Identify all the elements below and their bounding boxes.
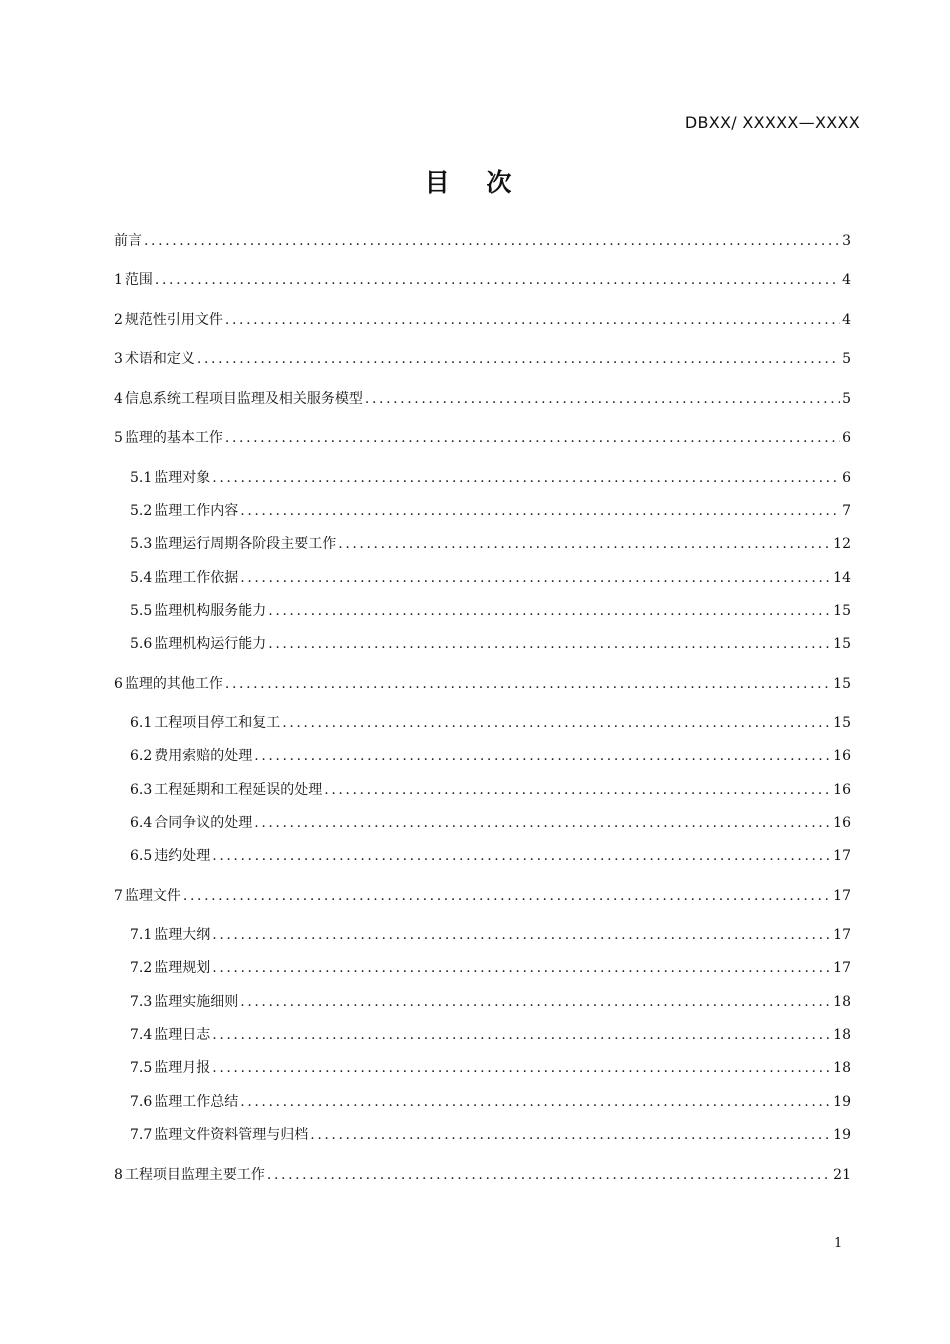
toc-entry[interactable] bbox=[130, 634, 851, 654]
toc-entry[interactable] bbox=[114, 886, 851, 906]
toc-entry[interactable] bbox=[130, 746, 851, 766]
toc-entry-label: 工程延期和工程延误的处理 bbox=[154, 782, 323, 798]
toc-entry-page: 15 bbox=[833, 636, 851, 652]
toc-entry[interactable] bbox=[130, 713, 851, 733]
toc-entry-number: 6.4 bbox=[130, 815, 153, 831]
toc-entry-label: 范围 bbox=[124, 272, 153, 288]
toc-dot-leader bbox=[225, 428, 840, 448]
toc-entry-label: 监理对象 bbox=[154, 470, 211, 486]
toc-entry-page: 12 bbox=[833, 536, 851, 552]
toc-dot-leader bbox=[254, 746, 831, 766]
toc-dot-leader bbox=[240, 568, 831, 588]
toc-dot-leader bbox=[212, 925, 831, 945]
toc-entry[interactable] bbox=[130, 568, 851, 588]
toc-entry[interactable] bbox=[114, 1165, 851, 1185]
toc-entry-label: 费用索赔的处理 bbox=[154, 748, 253, 764]
toc-entry[interactable] bbox=[130, 1058, 851, 1078]
toc-dot-leader bbox=[268, 634, 831, 654]
toc-entry-number: 7.1 bbox=[130, 927, 153, 943]
toc-entry-page: 18 bbox=[833, 994, 851, 1010]
toc-entry[interactable] bbox=[114, 270, 851, 290]
toc-dot-leader bbox=[310, 1125, 831, 1145]
toc-entry-page: 15 bbox=[833, 715, 851, 731]
toc-entry-label: 合同争议的处理 bbox=[154, 815, 253, 831]
toc-entry-page: 7 bbox=[842, 503, 851, 519]
toc-entry-label: 规范性引用文件 bbox=[124, 312, 223, 328]
toc-dot-leader bbox=[338, 534, 831, 554]
toc-dot-leader bbox=[225, 310, 840, 330]
toc-dot-leader bbox=[155, 270, 840, 290]
toc-entry-label: 监理机构运行能力 bbox=[154, 636, 267, 652]
toc-entry[interactable] bbox=[114, 674, 851, 694]
toc-entry-label: 监理工作依据 bbox=[154, 570, 239, 586]
toc-entry-label: 监理工作内容 bbox=[154, 503, 239, 519]
toc-entry-label: 监理的其他工作 bbox=[124, 676, 223, 692]
toc-entry-number: 6.1 bbox=[130, 715, 153, 731]
toc-entry-number: 7 bbox=[114, 888, 123, 904]
toc-entry-page: 15 bbox=[833, 603, 851, 619]
toc-entry[interactable] bbox=[130, 534, 851, 554]
toc-entry-number: 8 bbox=[114, 1167, 123, 1183]
toc-entry-label: 信息系统工程项目监理及相关服务模型 bbox=[124, 391, 363, 407]
toc-dot-leader bbox=[212, 1058, 831, 1078]
toc-dot-leader bbox=[212, 1025, 831, 1045]
toc-entry[interactable] bbox=[114, 389, 851, 409]
toc-entry-page: 4 bbox=[842, 272, 851, 288]
toc-entry-page: 6 bbox=[842, 430, 851, 446]
toc-entry-page: 6 bbox=[842, 470, 851, 486]
toc-entry-label: 监理机构服务能力 bbox=[154, 603, 267, 619]
toc-dot-leader bbox=[212, 958, 831, 978]
toc-dot-leader bbox=[212, 468, 840, 488]
toc-dot-leader bbox=[254, 813, 831, 833]
toc-entry-page: 15 bbox=[833, 676, 851, 692]
toc-dot-leader bbox=[365, 389, 840, 409]
toc-entry-page: 21 bbox=[833, 1167, 851, 1183]
toc-entry-number: 5.6 bbox=[130, 636, 153, 652]
toc-entry[interactable] bbox=[130, 813, 851, 833]
toc-title: 目 次 bbox=[424, 168, 526, 197]
toc-entry-number: 7.6 bbox=[130, 1094, 153, 1110]
toc-entry-number: 7.2 bbox=[130, 960, 153, 976]
toc-entry-page: 18 bbox=[833, 1027, 851, 1043]
toc-entry-number: 7.4 bbox=[130, 1027, 153, 1043]
toc-entry-number: 5.2 bbox=[130, 503, 153, 519]
toc-entry-page: 17 bbox=[833, 848, 851, 864]
toc-entry-page: 3 bbox=[842, 233, 851, 249]
toc-entry[interactable] bbox=[130, 601, 851, 621]
toc-entry[interactable] bbox=[114, 310, 851, 330]
toc-entry[interactable] bbox=[130, 1025, 851, 1045]
toc-entry-number: 4 bbox=[114, 391, 123, 407]
toc-entry-page: 4 bbox=[842, 312, 851, 328]
page-number: 1 bbox=[834, 1236, 843, 1251]
toc-entry-number: 6.2 bbox=[130, 748, 153, 764]
toc-entry-label: 违约处理 bbox=[154, 848, 211, 864]
toc-dot-leader bbox=[212, 846, 831, 866]
toc-entry-label: 监理的基本工作 bbox=[124, 430, 223, 446]
toc-entry[interactable] bbox=[130, 846, 851, 866]
toc-entry[interactable] bbox=[114, 349, 851, 369]
toc-entry-number: 7.7 bbox=[130, 1127, 153, 1143]
toc-dot-leader bbox=[240, 501, 840, 521]
toc-entry-label: 监理实施细则 bbox=[154, 994, 239, 1010]
toc-entry-number: 7.5 bbox=[130, 1060, 153, 1076]
toc-entry[interactable] bbox=[114, 231, 851, 251]
toc-entry-label: 监理运行周期各阶段主要工作 bbox=[154, 536, 337, 552]
toc-dot-leader bbox=[225, 674, 831, 694]
toc-entry-page: 17 bbox=[833, 960, 851, 976]
toc-dot-leader bbox=[240, 1092, 831, 1112]
toc-entry-number: 5.5 bbox=[130, 603, 153, 619]
toc-entry[interactable] bbox=[130, 468, 851, 488]
toc-entry-label: 术语和定义 bbox=[124, 351, 195, 367]
toc-dot-leader bbox=[282, 713, 831, 733]
toc-entry-label: 监理规划 bbox=[154, 960, 211, 976]
toc-entry-page: 19 bbox=[833, 1127, 851, 1143]
toc-entry-label: 工程项目停工和复工 bbox=[154, 715, 281, 731]
toc-entry-label: 前言 bbox=[114, 233, 142, 249]
toc-dot-leader bbox=[183, 886, 831, 906]
toc-entry[interactable] bbox=[114, 428, 851, 448]
toc-entry-number: 5 bbox=[114, 430, 123, 446]
toc-entry-number: 5.4 bbox=[130, 570, 153, 586]
toc-entry-page: 16 bbox=[833, 782, 851, 798]
toc-dot-leader bbox=[197, 349, 840, 369]
toc-entry-page: 5 bbox=[842, 351, 851, 367]
toc-entry-page: 5 bbox=[842, 391, 851, 407]
toc-entry-page: 18 bbox=[833, 1060, 851, 1076]
toc-entry-page: 17 bbox=[833, 927, 851, 943]
toc-entry[interactable] bbox=[130, 780, 851, 800]
toc-entry-number: 1 bbox=[114, 272, 123, 288]
toc-entry-page: 17 bbox=[833, 888, 851, 904]
toc-entry-page: 19 bbox=[833, 1094, 851, 1110]
toc-entry-number: 6.5 bbox=[130, 848, 153, 864]
toc-entry-label: 监理月报 bbox=[154, 1060, 211, 1076]
toc-dot-leader bbox=[324, 780, 831, 800]
toc-entry-label: 监理日志 bbox=[154, 1027, 211, 1043]
toc-entry[interactable] bbox=[130, 992, 851, 1012]
toc-entry-number: 5.3 bbox=[130, 536, 153, 552]
toc-entry-label: 工程项目监理主要工作 bbox=[124, 1167, 265, 1183]
toc-entry-number: 6.3 bbox=[130, 782, 153, 798]
toc-entry-page: 14 bbox=[833, 570, 851, 586]
document-code: DBXX/ XXXXX—XXXX bbox=[684, 113, 860, 132]
toc-dot-leader bbox=[240, 992, 831, 1012]
toc-entry-label: 监理大纲 bbox=[154, 927, 211, 943]
toc-dot-leader bbox=[267, 1165, 831, 1185]
toc-entry-number: 7.3 bbox=[130, 994, 153, 1010]
toc-entry-label: 监理文件资料管理与归档 bbox=[154, 1127, 309, 1143]
toc-entry-label: 监理工作总结 bbox=[154, 1094, 239, 1110]
toc-dot-leader bbox=[144, 231, 840, 251]
toc-entry[interactable] bbox=[130, 958, 851, 978]
toc-entry[interactable] bbox=[130, 501, 851, 521]
toc-entry-page: 16 bbox=[833, 815, 851, 831]
toc-dot-leader bbox=[268, 601, 831, 621]
toc-entry-number: 2 bbox=[114, 312, 123, 328]
toc-entry-page: 16 bbox=[833, 748, 851, 764]
toc-entry-number: 3 bbox=[114, 351, 123, 367]
toc-entry-number: 5.1 bbox=[130, 470, 153, 486]
toc-entry[interactable] bbox=[130, 925, 851, 945]
toc-entry-number: 6 bbox=[114, 676, 123, 692]
toc-entry[interactable] bbox=[130, 1092, 851, 1112]
toc-entry[interactable] bbox=[130, 1125, 851, 1145]
toc-entry-label: 监理文件 bbox=[124, 888, 181, 904]
